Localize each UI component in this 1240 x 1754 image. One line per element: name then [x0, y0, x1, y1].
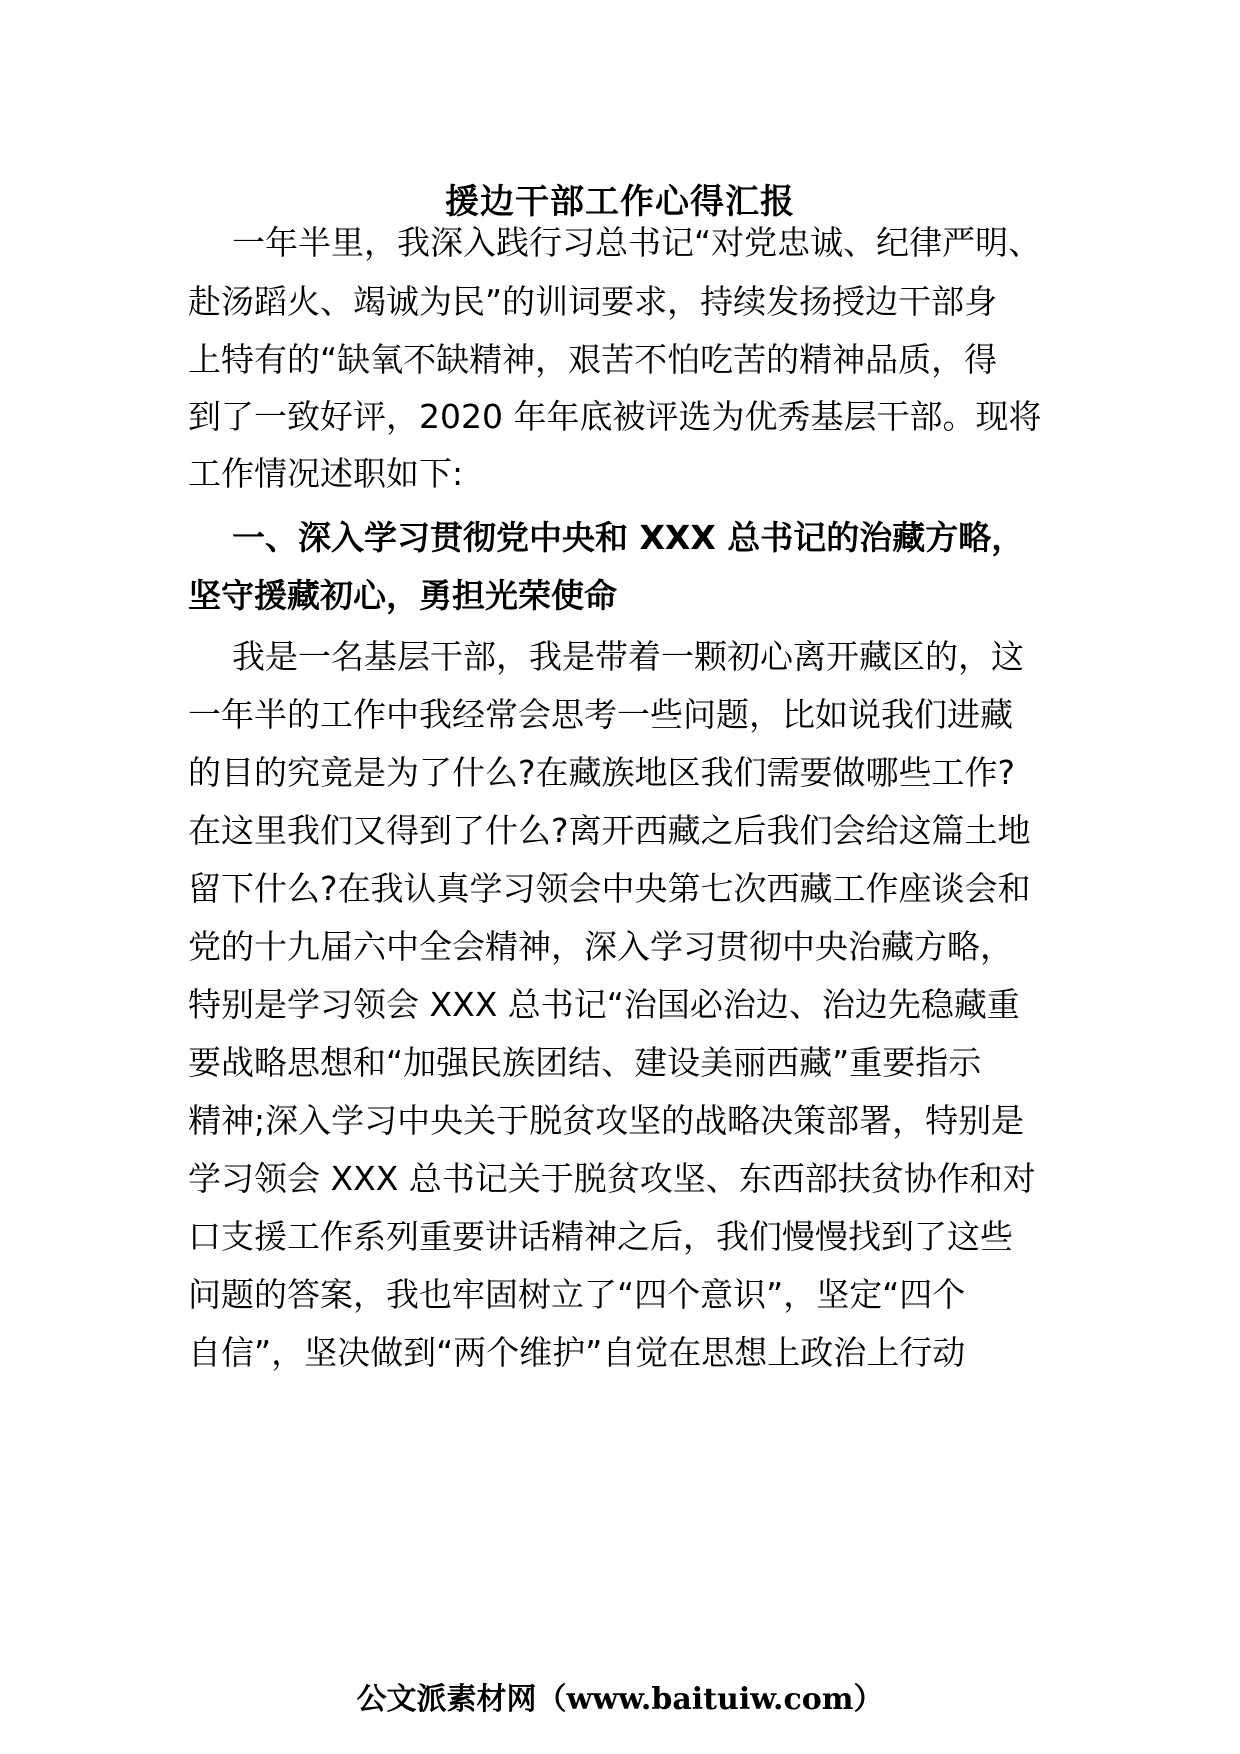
paragraph-2-line: 要战略思想和“加强民族团结、建设美丽西藏”重要指示	[188, 1043, 982, 1082]
paragraph-1-line: 一年半里，我深入践行习总书记“对党忠诚、纪律严明、	[232, 223, 1042, 262]
paragraph-1-line: 到了一致好评，2020 年年底被评选为优秀基层干部。现将	[188, 397, 1042, 436]
paragraph-2-line: 自信”，坚决做到“两个维护”自觉在思想上政治上行动	[188, 1333, 966, 1372]
paragraph-1-line: 赴汤蹈火、竭诚为民”的训词要求，持续发扬授边干部身	[188, 282, 998, 321]
section-heading-line: 坚守援藏初心，勇担光荣使命	[188, 576, 617, 615]
paragraph-2-line: 党的十九届六中全会精神，深入学习贯彻中央治藏方略，	[188, 927, 1013, 966]
paragraph-2-line: 一年半的工作中我经常会思考一些问题，比如说我们进藏	[188, 695, 1013, 734]
paragraph-2-line: 精神;深入学习中央关于脱贫攻坚的战略决策部署，特别是	[188, 1101, 1025, 1140]
paragraph-1-line: 工作情况述职如下:	[188, 454, 464, 493]
paragraph-2-line: 留下什么?在我认真学习领会中央第七次西藏工作座谈会和	[188, 869, 1031, 908]
paragraph-2-line: 在这里我们又得到了什么?离开西藏之后我们会给这篇土地	[188, 811, 1031, 850]
paragraph-2-line: 问题的答案，我也牢固树立了“四个意识”，坚定“四个	[188, 1275, 966, 1314]
paragraph-2-line: 我是一名基层干部，我是带着一颗初心离开藏区的，这	[232, 637, 1024, 676]
paragraph-1-line: 上特有的“缺氧不缺精神，艰苦不怕吃苦的精神品质，得	[188, 340, 998, 379]
section-heading-line: 一、深入学习贯彻党中央和 XXX 总书记的治藏方略，	[232, 518, 1025, 557]
paragraph-2-line: 的目的究竟是为了什么?在藏族地区我们需要做哪些工作?	[188, 753, 1016, 792]
paragraph-2-line: 学习领会 XXX 总书记关于脱贫攻坚、东西部扶贫协作和对	[188, 1159, 1036, 1198]
paragraph-2-line: 口支援工作系列重要讲话精神之后，我们慢慢找到了这些	[188, 1217, 1013, 1256]
page-footer-watermark: 公文派素材网（www.baituiw.com）	[356, 1682, 884, 1717]
paragraph-2-line: 特别是学习领会 XXX 总书记“治国必治边、治边先稳藏重	[188, 985, 1020, 1024]
document-title: 援边干部工作心得汇报	[445, 182, 795, 222]
